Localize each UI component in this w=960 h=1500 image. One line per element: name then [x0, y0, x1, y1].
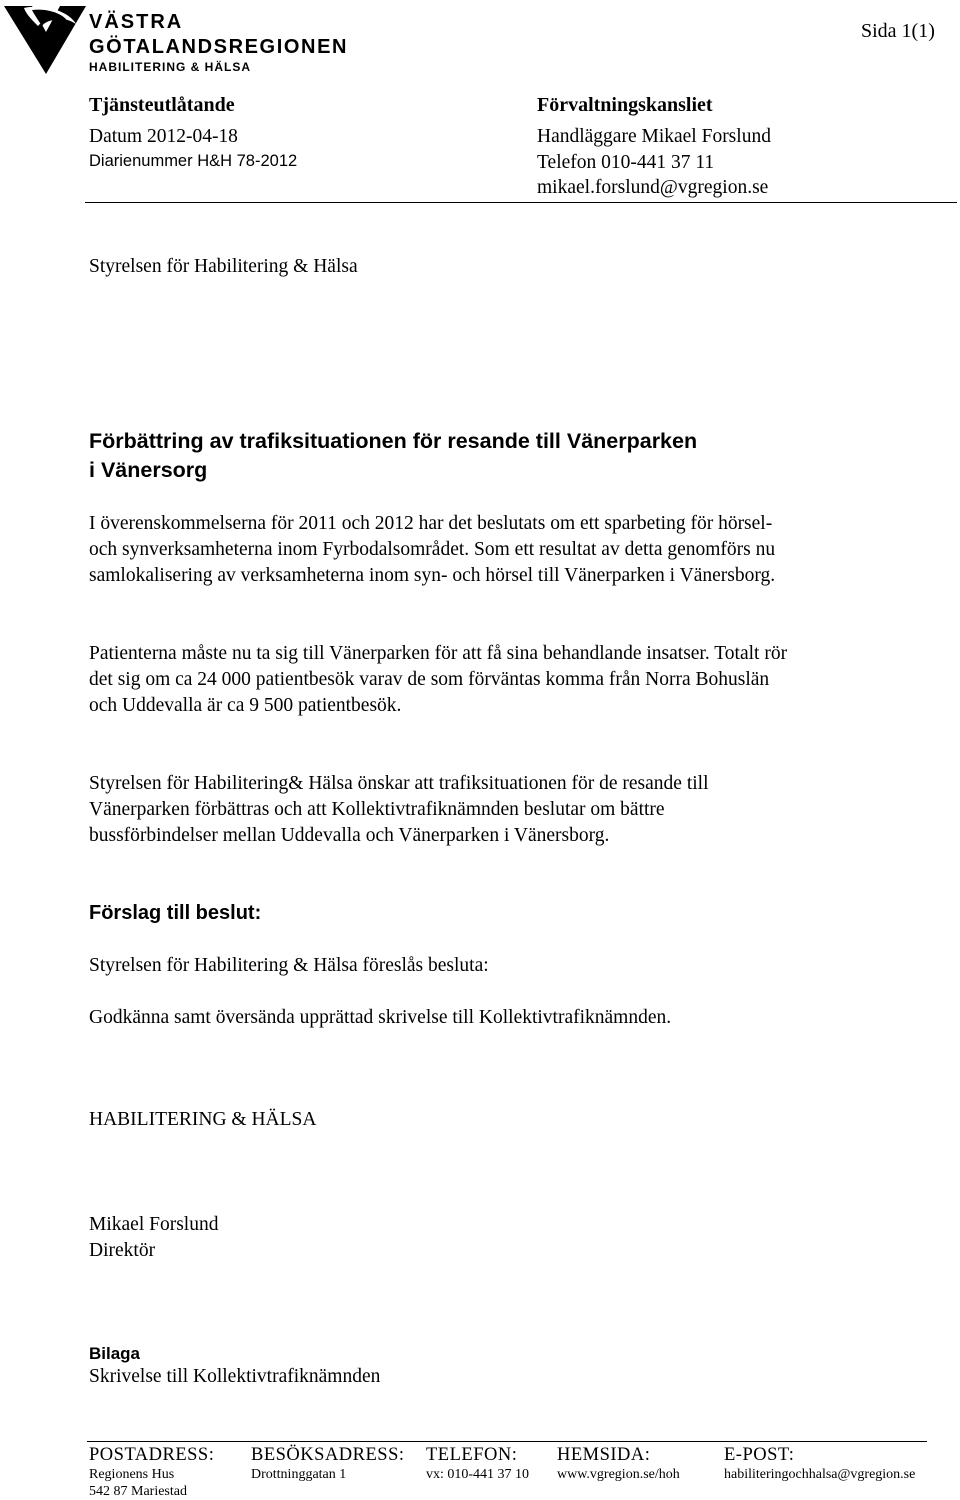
footer-postal-label: POSTADRESS:	[89, 1445, 215, 1465]
logo-line-3: HABILITERING & HÄLSA	[89, 60, 251, 74]
paragraph-3: Styrelsen för Habilitering& Hälsa önskar att trafiksituationen för de resande till Vänerparken förbättras och att Kollektivtrafiknämnden beslutar om bättre bussförbindelser mellan Uddevalla och Vänerparken i Vänersborg.	[89, 773, 709, 846]
footer-postal-line-2: 542 87 Mariestad	[89, 1484, 187, 1499]
signer-name: Mikael Forslund	[89, 1214, 219, 1235]
paragraph-2: Patienterna måste nu ta sig till Vänerparken för att få sina behandlande insatser. Totalt rör det sig om ca 24 000 patientbesök varav de som förväntas komma från Norra Bohuslän och Uddevalla är ca 9 500 patientbesök.	[89, 643, 788, 716]
recipient: Styrelsen för Habilitering & Hälsa	[89, 256, 358, 277]
footer-visit-value: Drottninggatan 1	[251, 1467, 347, 1482]
page-number: Sida 1(1)	[861, 20, 935, 42]
handler-phone: Telefon 010-441 37 11	[537, 152, 715, 173]
footer-web-label: HEMSIDA:	[557, 1445, 651, 1465]
proposal-heading: Förslag till beslut:	[89, 902, 262, 924]
proposal-text: Godkänna samt översända upprättad skrivelse till Kollektivtrafiknämnden.	[89, 1007, 672, 1028]
signer-title: Direktör	[89, 1240, 156, 1261]
document-date: Datum 2012-04-18	[89, 126, 238, 147]
footer-email-value[interactable]: habiliteringochhalsa@vgregion.se	[724, 1467, 916, 1482]
document-title-line-1: Förbättring av trafiksituationen för resande till Vänerparken	[89, 429, 698, 453]
logo-line-2: GÖTALANDSREGIONEN	[89, 36, 349, 58]
handler-email[interactable]: mikael.forslund@vgregion.se	[537, 177, 769, 198]
footer-web-value[interactable]: www.vgregion.se/hoh	[557, 1467, 680, 1482]
organization-signature: HABILITERING & HÄLSA	[89, 1109, 317, 1130]
footer-divider	[87, 1441, 927, 1442]
proposal-intro: Styrelsen för Habilitering & Hälsa föreslås besluta:	[89, 955, 489, 976]
logo-swirl-icon	[2, 2, 86, 76]
diary-number: Diarienummer H&H 78-2012	[89, 152, 298, 170]
logo-line-1: VÄSTRA	[89, 11, 184, 33]
paragraph-1: I överenskommelserna för 2011 och 2012 har det beslutats om ett sparbeting för hörsel- och synverksamheterna inom Fyrbodalsområdet. Som ett resultat av detta genomförs nu samlokalisering av verksamheterna inom syn- och hörsel till Vänerparken i Vänersborg.	[89, 513, 776, 586]
attachment-text: Skrivelse till Kollektivtrafiknämnden	[89, 1366, 381, 1387]
header-divider	[85, 202, 957, 203]
footer-phone-value: vx: 010-441 37 10	[426, 1467, 530, 1482]
footer-email-label: E-POST:	[724, 1445, 795, 1465]
office-name: Förvaltningskansliet	[537, 94, 713, 116]
document-title-line-2: i Vänersorg	[89, 458, 208, 482]
case-handler: Handläggare Mikael Forslund	[537, 126, 771, 147]
attachment-label: Bilaga	[89, 1344, 141, 1363]
footer-phone-label: TELEFON:	[426, 1445, 518, 1465]
document-type: Tjänsteutlåtande	[89, 94, 235, 116]
organization-logo	[0, 0, 380, 80]
footer-visit-label: BESÖKSADRESS:	[251, 1445, 405, 1465]
footer-postal-line-1: Regionens Hus	[89, 1467, 175, 1482]
